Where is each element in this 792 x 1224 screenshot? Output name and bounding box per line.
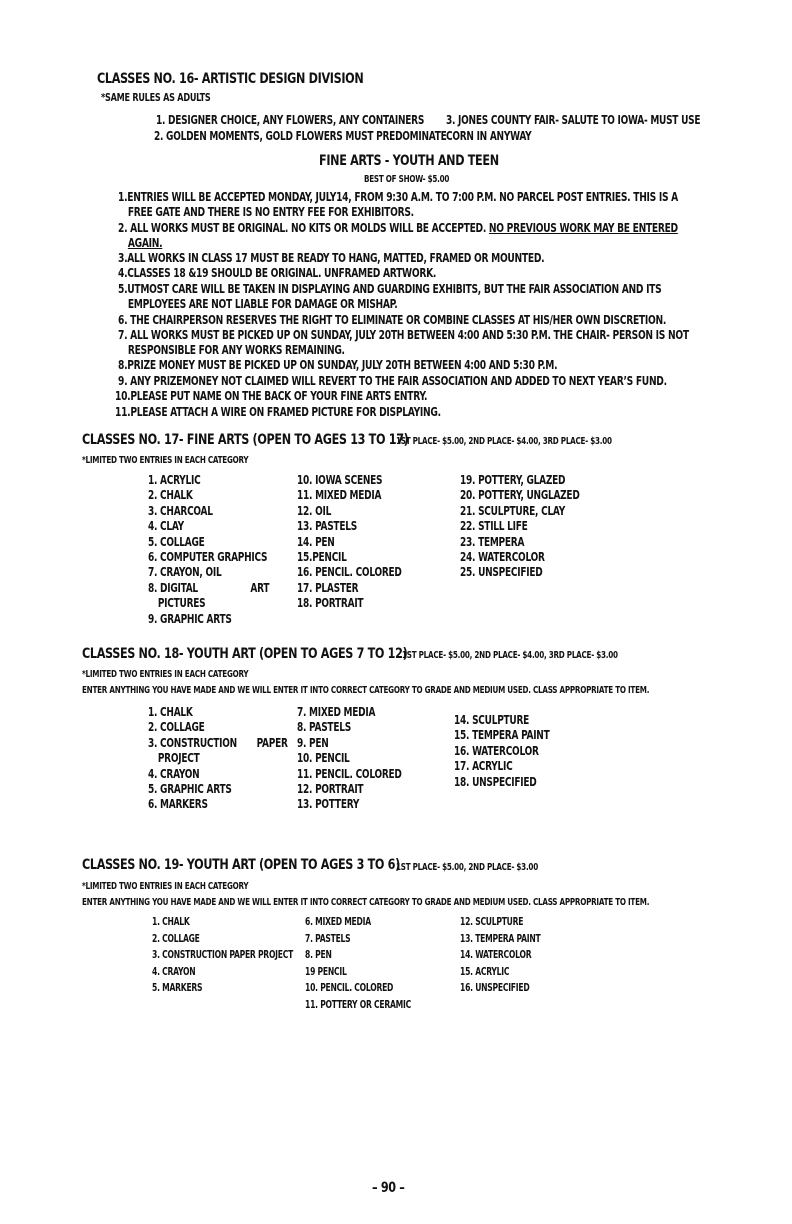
class16-item-3: 3. JONES COUNTY FAIR- SALUTE TO IOWA- MUST USE — [446, 113, 701, 127]
list-item: 11. POTTERY OR CERAMIC — [305, 998, 411, 1011]
list-item: 9. PEN — [297, 735, 329, 750]
class17-heading: CLASSES NO. 17- FINE ARTS (OPEN TO AGES 13 TO 17) — [82, 432, 409, 448]
list-item: 15. TEMPERA PAINT — [454, 728, 550, 743]
rule-6: 6. THE CHAIRPERSON RESERVES THE RIGHT TO ELIMINATE OR COMBINE CLASSES AT HIS/HER OWN DISCRETION. — [118, 312, 667, 327]
class19-col2 — [305, 914, 411, 1014]
list-item: 1. CHALK — [152, 916, 190, 928]
rule-10: 10.PLEASE PUT NAME ON THE BACK OF YOUR FINE ARTS ENTRY. — [115, 388, 428, 403]
list-item: 18. UNSPECIFIED — [454, 774, 537, 789]
list-item: 13. POTTERY — [297, 797, 360, 812]
list-item: 15. ACRYLIC — [460, 965, 510, 978]
list-item: 13. PASTELS — [297, 519, 357, 534]
list-item: 5. MARKERS — [152, 982, 203, 995]
list-item: 5. COLLAGE — [148, 534, 205, 549]
list-item: 12. OIL — [297, 503, 332, 518]
class19-heading: CLASSES NO. 19- YOUTH ART (OPEN TO AGES 3 TO 6) — [82, 857, 400, 873]
class16-item-1: 1. DESIGNER CHOICE, ANY FLOWERS, ANY CONTAINERS — [156, 113, 425, 127]
list-item: PICTURES — [157, 596, 206, 611]
list-item: 14. PEN — [297, 534, 335, 549]
list-item: 4. CLAY — [148, 519, 184, 534]
class19-limit: *LIMITED TWO ENTRIES IN EACH CATEGORY — [82, 881, 249, 892]
list-item: 2. COLLAGE — [152, 932, 200, 945]
list-item: 6. COMPUTER GRAPHICS — [148, 550, 268, 565]
list-item: 12. SCULPTURE — [460, 916, 524, 928]
list-item: 18. PORTRAIT — [297, 596, 364, 611]
list-item: 21. SCULPTURE, CLAY — [460, 503, 565, 518]
list-item: 24. WATERCOLOR — [460, 550, 545, 565]
class16-note: *SAME RULES AS ADULTS — [101, 91, 211, 104]
class19-note: ENTER ANYTHING YOU HAVE MADE AND WE WILL ENTER IT INTO CORRECT CATEGORY TO GRADE AND MEDIUM USED. CLASS APPROPRIATE TO ITEM. — [82, 897, 650, 908]
fine-arts-title: FINE ARTS - YOUTH AND TEEN — [319, 153, 499, 169]
class18-col1 — [148, 705, 288, 813]
list-item: 12. PORTRAIT — [297, 782, 364, 797]
class17-limit: *LIMITED TWO ENTRIES IN EACH CATEGORY — [82, 455, 249, 466]
list-item: 20. POTTERY, UNGLAZED — [460, 488, 580, 503]
list-item: 2. CHALK — [148, 488, 193, 503]
rule-2-underlined: NO PREVIOUS WORK MAY BE ENTERED — [488, 220, 678, 235]
class19-col1 — [152, 914, 293, 997]
class17-col1 — [148, 473, 269, 627]
page-number: – 90 – — [372, 1180, 405, 1196]
class17-col2 — [297, 473, 402, 612]
list-item: 22. STILL LIFE — [460, 519, 528, 534]
class17-col3 — [460, 473, 580, 581]
list-item: 19. POTTERY, GLAZED — [460, 473, 566, 487]
list-item: 14. SCULPTURE — [454, 713, 530, 727]
list-item: 17. PLASTER — [297, 580, 359, 595]
rule-3: 3.ALL WORKS IN CLASS 17 MUST BE READY TO HANG, MATTED, FRAMED OR MOUNTED. — [118, 250, 545, 265]
list-item: 10. IOWA SCENES — [297, 473, 383, 487]
list-item: 7. CRAYON, OIL — [148, 565, 222, 580]
list-item: 11. MIXED MEDIA — [297, 488, 382, 503]
list-item: 10. PENCIL. COLORED — [305, 982, 394, 995]
list-item: 11. PENCIL. COLORED — [297, 766, 402, 781]
class18-heading: CLASSES NO. 18- YOUTH ART (OPEN TO AGES 7 TO 12) — [82, 646, 408, 662]
list-item: 1. ACRYLIC — [148, 473, 201, 487]
list-item: 23. TEMPERA — [460, 534, 525, 549]
list-item: 3. CONSTRUCTION PAPER — [148, 735, 288, 750]
list-item: 1. CHALK — [148, 705, 193, 719]
list-item: 16. PENCIL. COLORED — [297, 565, 402, 580]
rule-9: 9. ANY PRIZEMONEY NOT CLAIMED WILL REVERT TO THE FAIR ASSOCIATION AND ADDED TO NEXT YEAR’S FUND. — [118, 373, 667, 388]
class16-item-2: 2. GOLDEN MOMENTS, GOLD FLOWERS MUST PREDOMINATE — [154, 129, 447, 143]
list-item: 9. GRAPHIC ARTS — [148, 611, 232, 626]
list-item: 14. WATERCOLOR — [460, 949, 532, 962]
list-item: 5. GRAPHIC ARTS — [148, 782, 232, 797]
rule-7: 7. ALL WORKS MUST BE PICKED UP ON SUNDAY, JULY 20TH BETWEEN 4:00 AND 5:30 P.M. THE CHAIR- PERSON IS NOT RESPONSIBLE FOR ANY WORKS REMAINING. — [118, 327, 689, 358]
list-item: 4. CRAYON — [148, 766, 200, 781]
class16-item-3-cont: CORN IN ANYWAY — [446, 129, 532, 143]
list-item: 13. TEMPERA PAINT — [460, 932, 541, 945]
class18-prizes: 1ST PLACE- $5.00, 2ND PLACE- $4.00, 3RD PLACE- $3.00 — [402, 650, 618, 661]
class17-prizes: 1ST PLACE- $5.00, 2ND PLACE- $4.00, 3RD PLACE- $3.00 — [396, 436, 612, 447]
list-item: 19 PENCIL — [305, 965, 347, 978]
class16-heading: CLASSES NO. 16- ARTISTIC DESIGN DIVISION — [97, 71, 364, 87]
class18-col3 — [454, 713, 549, 790]
rule-1: 1.ENTRIES WILL BE ACCEPTED MONDAY, JULY14, FROM 9:30 A.M. TO 7:00 P.M. NO PARCEL POST ENTRIES. THIS IS A FREE GATE AND THERE IS NO ENTRY FEE FOR EXHIBITORS. — [118, 189, 678, 220]
list-item: 2. COLLAGE — [148, 720, 205, 735]
list-item: 8. PASTELS — [297, 720, 351, 735]
best-of-show: BEST OF SHOW- $5.00 — [364, 174, 450, 185]
list-item: 3. CONSTRUCTION PAPER PROJECT — [152, 949, 294, 962]
list-item: 7. MIXED MEDIA — [297, 705, 376, 719]
list-item: 16. WATERCOLOR — [454, 743, 539, 758]
class18-note: ENTER ANYTHING YOU HAVE MADE AND WE WILL ENTER IT INTO CORRECT CATEGORY TO GRADE AND MEDIUM USED. CLASS APPROPRIATE TO ITEM. — [82, 685, 650, 696]
list-item: 7. PASTELS — [305, 932, 351, 945]
list-item: 25. UNSPECIFIED — [460, 565, 543, 580]
rule-4: 4.CLASSES 18 &19 SHOULD BE ORIGINAL. UNFRAMED ARTWORK. — [118, 265, 437, 280]
list-item: 15.PENCIL — [297, 550, 347, 565]
list-item: 10. PENCIL — [297, 751, 350, 766]
rule-11: 11.PLEASE ATTACH A WIRE ON FRAMED PICTURE FOR DISPLAYING. — [115, 404, 441, 419]
list-item: PROJECT — [157, 751, 200, 766]
class19-prizes: 1ST PLACE- $5.00, 2ND PLACE- $3.00 — [396, 862, 538, 873]
class19-col3 — [460, 914, 540, 997]
list-item: 6. MARKERS — [148, 797, 208, 812]
list-item: 8. DIGITAL ART — [148, 580, 270, 595]
list-item: 3. CHARCOAL — [148, 503, 213, 518]
rule-8: 8.PRIZE MONEY MUST BE PICKED UP ON SUNDAY, JULY 20TH BETWEEN 4:00 AND 5:30 P.M. — [118, 357, 558, 372]
list-item: 17. ACRYLIC — [454, 759, 513, 774]
list-item: 6. MIXED MEDIA — [305, 916, 371, 928]
list-item: 8. PEN — [305, 949, 332, 962]
rule-2: 2. ALL WORKS MUST BE ORIGINAL. NO KITS OR MOLDS WILL BE ACCEPTED. NO PREVIOUS WORK MAY BE ENTERED AGAIN. — [118, 220, 678, 251]
list-item: 4. CRAYON — [152, 965, 196, 978]
list-item: 16. UNSPECIFIED — [460, 982, 530, 995]
class18-col2 — [297, 705, 402, 813]
rule-5: 5.UTMOST CARE WILL BE TAKEN IN DISPLAYING AND GUARDING EXHIBITS, BUT THE FAIR ASSOCIATION AND ITS EMPLOYEES ARE NOT LIABLE FOR DAMAGE OR MISHAP. — [118, 281, 662, 312]
class18-limit: *LIMITED TWO ENTRIES IN EACH CATEGORY — [82, 669, 249, 680]
